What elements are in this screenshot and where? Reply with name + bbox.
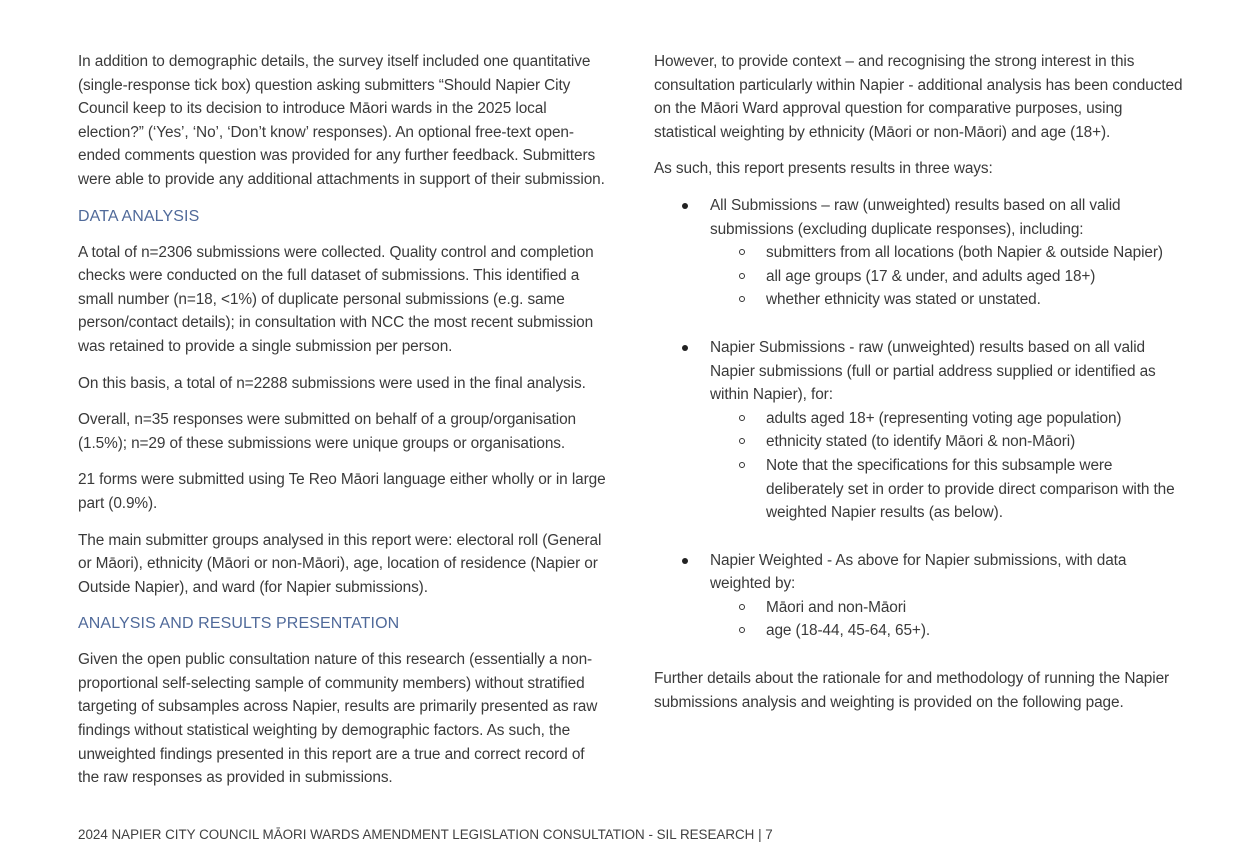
sub-list-item — [710, 407, 1184, 431]
context-paragraph: However, to provide context – and recognising the strong interest in this consultation particularly within Napier - additional analysis has been conducted on the Māori Ward approval question for comparative purposes, using statistical weighting by ethnicity (Māori or non-Māori) and age (18+). — [654, 53, 1183, 141]
circle-bullet-icon — [739, 462, 745, 468]
sub-list-item-text: submitters from all locations (both Napier & outside Napier) — [766, 244, 1163, 262]
sub-list — [710, 407, 1184, 525]
survey-description-paragraph: In addition to demographic details, the survey itself included one quantitative (single-response tick box) question asking submitters “Should Napier City Council keep to its decision to introduce Māori wards in the 2025 local election?” (‘Yes’, ‘No’, ‘Don’t know’ responses). An optional free-text open-ended comments question was provided for any further feedback. Submitters were able to provide any additional attachments in support of their submission. — [78, 53, 605, 188]
sub-list-item-text: age (18-44, 45-64, 65+). — [766, 622, 931, 640]
left-column — [78, 50, 608, 803]
results-ways-list — [654, 194, 1184, 643]
data-analysis-heading: DATA ANALYSIS — [78, 207, 200, 225]
circle-bullet-icon — [739, 296, 745, 302]
submitter-groups-paragraph: The main submitter groups analysed in this report were: electoral roll (General or Māori), ethnicity (Māori or non-Māori), age, location of residence (Napier or Outside Napier), and ward (for Napier submissions). — [78, 531, 602, 596]
sub-list-item-text: adults aged 18+ (representing voting age population) — [766, 409, 1122, 427]
page-footer: 2024 NAPIER CITY COUNCIL MĀORI WARDS AMENDMENT LEGISLATION CONSULTATION - SIL RESEARCH | 7 — [78, 827, 773, 842]
sub-list-item-text: ethnicity stated (to identify Māori & non-Māori) — [766, 433, 1076, 451]
circle-bullet-icon — [739, 273, 745, 279]
list-item-napier-weighted — [654, 549, 1184, 643]
list-item-text: All Submissions – raw (unweighted) results based on all valid submissions (excluding duplicate responses), including: — [710, 196, 1121, 238]
further-details-paragraph: Further details about the rationale for and methodology of running the Napier submissions analysis and weighting is provided on the following page. — [654, 670, 1170, 711]
sub-list-item-text: all age groups (17 & under, and adults aged 18+) — [766, 267, 1096, 285]
sub-list-item — [710, 619, 1184, 643]
bullet-icon — [682, 203, 688, 209]
sub-list-item — [710, 430, 1184, 454]
bullet-icon — [682, 558, 688, 564]
circle-bullet-icon — [739, 249, 745, 255]
submissions-collected-paragraph: A total of n=2306 submissions were collected. Quality control and completion checks were conducted on the full dataset of submissions. This identified a small number (n=18, <1%) of duplicate personal submissions (e.g. same person/contact details); in consultation with NCC the most recent submission was retained to provide a single submission per person. — [78, 243, 594, 355]
list-item-text: Napier Submissions - raw (unweighted) results based on all valid Napier submissions (full or partial address supplied or identified as within Napier), for: — [710, 338, 1156, 404]
right-column — [654, 50, 1184, 727]
circle-bullet-icon — [739, 415, 745, 421]
list-item-all-submissions — [654, 194, 1184, 312]
final-analysis-paragraph: On this basis, a total of n=2288 submissions were used in the final analysis. — [78, 374, 586, 392]
list-item-text: Napier Weighted - As above for Napier submissions, with data weighted by: — [710, 551, 1127, 593]
circle-bullet-icon — [739, 438, 745, 444]
sub-list-item — [710, 596, 1184, 620]
group-submissions-paragraph: Overall, n=35 responses were submitted on behalf of a group/organisation (1.5%); n=29 of these submissions were unique groups or organisations. — [78, 411, 577, 452]
list-item-napier-submissions — [654, 336, 1184, 525]
sub-list-item — [710, 288, 1184, 312]
analysis-results-heading: ANALYSIS AND RESULTS PRESENTATION — [78, 615, 400, 633]
sub-list-item-text: Note that the specifications for this subsample were deliberately set in order to provide direct comparison with the weighted Napier results (as below). — [766, 456, 1175, 522]
sub-list — [710, 596, 1184, 643]
circle-bullet-icon — [739, 627, 745, 633]
raw-findings-paragraph: Given the open public consultation nature of this research (essentially a non-proportional self-selecting sample of community members) without stratified targeting of subsamples across Napier, results are primarily presented as raw findings without statistical weighting by demographic factors. As such, the unweighted findings presented in this report are a true and correct record of the raw responses as provided in submissions. — [78, 651, 598, 787]
bullet-icon — [682, 345, 688, 351]
three-ways-intro: As such, this report presents results in three ways: — [654, 160, 993, 178]
sub-list-item-text: whether ethnicity was stated or unstated. — [766, 291, 1041, 309]
sub-list — [710, 241, 1184, 312]
te-reo-paragraph: 21 forms were submitted using Te Reo Māori language either wholly or in large part (0.9%). — [78, 471, 606, 512]
sub-list-item — [710, 265, 1184, 289]
circle-bullet-icon — [739, 604, 745, 610]
sub-list-item — [710, 241, 1184, 265]
sub-list-item-text: Māori and non-Māori — [766, 598, 907, 616]
sub-list-item — [710, 454, 1184, 525]
